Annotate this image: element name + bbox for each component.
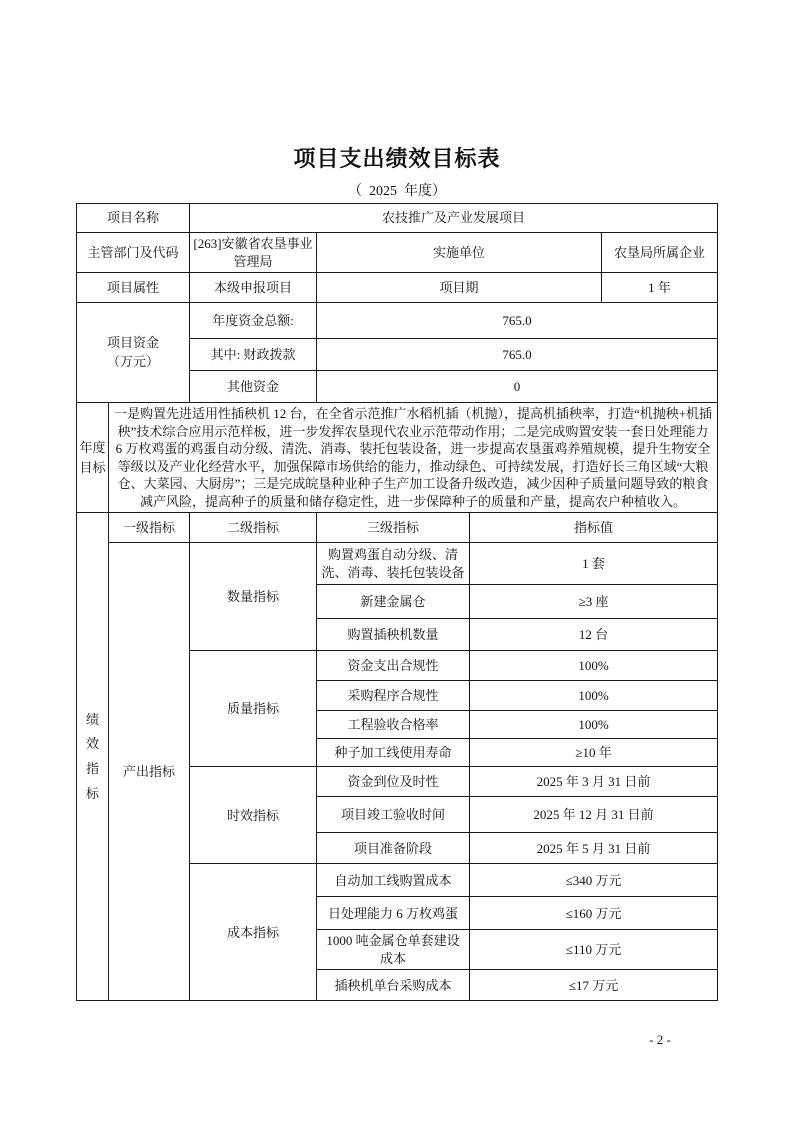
page-title: 项目支出绩效目标表 — [293, 146, 501, 171]
performance-indicators-side-label: 绩效指标 — [77, 513, 109, 1001]
indicator-name: 种子加工线使用寿命 — [317, 739, 470, 767]
funding-label-line1: 项目资金 — [107, 334, 160, 350]
dept-code-label: 主管部门及代码 — [77, 233, 190, 273]
indicator-name: 资金到位及时性 — [317, 767, 470, 797]
indicator-name: 1000 吨金属仓单套建设成本 — [317, 930, 470, 970]
impl-unit-label: 实施单位 — [317, 233, 602, 273]
level1-output-indicator: 产出指标 — [109, 543, 190, 1001]
funding-fiscal-label: 其中: 财政拨款 — [190, 339, 317, 371]
indicator-value: 2025 年 12 月 31 日前 — [470, 797, 718, 833]
funding-label — [77, 303, 190, 403]
indicator-value: 2025 年 5 月 31 日前 — [470, 833, 718, 864]
funding-other-value: 0 — [317, 371, 718, 403]
performance-target-table — [76, 203, 718, 1001]
project-name-label: 项目名称 — [77, 204, 190, 233]
header-value: 指标值 — [470, 513, 718, 543]
header-level2: 二级指标 — [190, 513, 317, 543]
funding-total-label: 年度资金总额: — [190, 303, 317, 339]
level2-cost-indicator: 成本指标 — [190, 864, 317, 1001]
indicator-value: ≥10 年 — [470, 739, 718, 767]
indicator-name: 自动加工线购置成本 — [317, 864, 470, 897]
indicator-value: 2025 年 3 月 31 日前 — [470, 767, 718, 797]
indicator-value: ≥3 座 — [470, 585, 718, 619]
project-attribute-value: 本级申报项目 — [190, 273, 317, 303]
indicator-name: 工程验收合格率 — [317, 711, 470, 739]
indicator-name: 项目准备阶段 — [317, 833, 470, 864]
indicator-value: 100% — [470, 711, 718, 739]
indicator-name: 资金支出合规性 — [317, 651, 470, 681]
indicator-value: ≤340 万元 — [470, 864, 718, 897]
indicator-value: 100% — [470, 651, 718, 681]
indicator-name: 购置鸡蛋自动分级、清洗、消毒、装托包装设备 — [317, 543, 470, 585]
project-period-label: 项目期 — [317, 273, 602, 303]
indicator-value: 12 台 — [470, 619, 718, 651]
impl-unit-value: 农垦局所属企业 — [602, 233, 718, 273]
indicator-value: ≤160 万元 — [470, 897, 718, 930]
annual-goal-label: 年度目标 — [77, 403, 109, 513]
dept-code-value: [263]安徽省农垦事业管理局 — [190, 233, 317, 273]
indicator-value: 100% — [470, 681, 718, 711]
project-attribute-label: 项目属性 — [77, 273, 190, 303]
funding-total-value: 765.0 — [317, 303, 718, 339]
level2-quality-indicator: 质量指标 — [190, 651, 317, 767]
header-level1: 一级指标 — [109, 513, 190, 543]
funding-label-line2: （万元） — [107, 353, 160, 369]
indicator-name: 插秧机单台采购成本 — [317, 970, 470, 1001]
page-number: - 2 - — [649, 1032, 671, 1047]
indicator-name: 项目竣工验收时间 — [317, 797, 470, 833]
indicator-name: 新建金属仓 — [317, 585, 470, 619]
indicator-value: 1 套 — [470, 543, 718, 585]
level2-timeliness-indicator: 时效指标 — [190, 767, 317, 864]
funding-other-label: 其他资金 — [190, 371, 317, 403]
annual-goal-text: 一是购置先进适用性插秧机 12 台，在全省示范推广水稻机插（机抛），提高机插秧率，打造“机抛秧+机插秧”技术综合应用示范样板，进一步发挥农垦现代农业示范带动作用；二是完成购置安装一套日处理能力 6 万枚鸡蛋的鸡蛋自动分级、清洗、消毒、装托包装设备，进一步提高农垦蛋鸡养殖规模，提升生物安全等级以及产业化经营水平，加强保障市场供给的能力，推动绿色、可持续发展，打造好长三角区域“大粮仓、大菜园、大厨房”；三是完成皖垦种业种子生产加工设备升级改造，减少因种子质量问题导致的粮食减产风险，提高种子的质量和储存稳定性，进一步保障种子的质量和产量，提高农户种植收入。 — [109, 403, 718, 513]
page-subtitle: （ 2025 年度） — [348, 184, 446, 199]
project-period-value: 1 年 — [602, 273, 718, 303]
level2-quantity-indicator: 数量指标 — [190, 543, 317, 651]
header-level3: 三级指标 — [317, 513, 470, 543]
indicator-name: 采购程序合规性 — [317, 681, 470, 711]
indicator-name: 购置插秧机数量 — [317, 619, 470, 651]
funding-fiscal-value: 765.0 — [317, 339, 718, 371]
indicator-name: 日处理能力 6 万枚鸡蛋 — [317, 897, 470, 930]
project-name-value: 农技推广及产业发展项目 — [190, 204, 718, 233]
indicator-value: ≤110 万元 — [470, 930, 718, 970]
indicator-value: ≤17 万元 — [470, 970, 718, 1001]
